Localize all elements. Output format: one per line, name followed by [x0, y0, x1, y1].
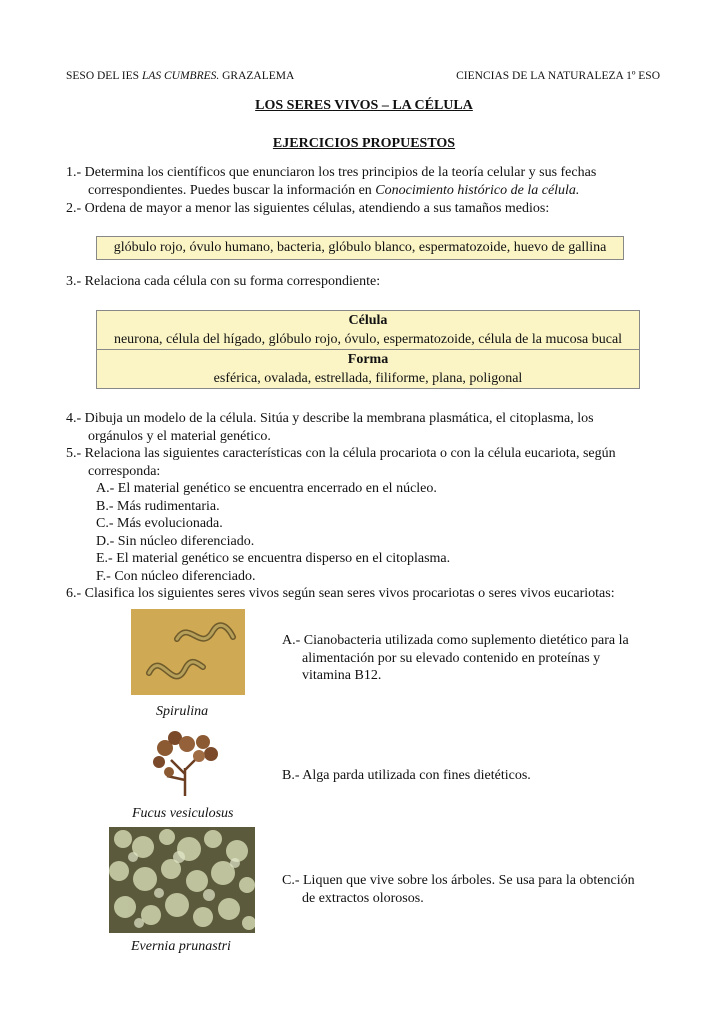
header-school: SESO DEL IES LAS CUMBRES. GRAZALEMA [66, 70, 295, 82]
list-item: E.- El material genético se encuentra disperso en el citoplasma. [96, 551, 451, 566]
form-header: Forma [97, 349, 639, 369]
fucus-caption: Fucus vesiculosus [132, 806, 234, 821]
list-item: A.- El material genético se encuentra encerrado en el núcleo. [96, 481, 437, 496]
question-2: 2.- Ordena de mayor a menor las siguientes células, atendiendo a sus tamaños medios: [66, 201, 550, 216]
header-subject: CIENCIAS DE LA NATURALEZA 1º ESO [456, 70, 660, 82]
list-item: C.- Más evolucionada. [96, 516, 223, 531]
list-item: F.- Con núcleo diferenciado. [96, 568, 256, 584]
question-5: 5.- Relaciona las siguientes características con la célula procariota o con la célula eucariota, según corresponda: [66, 446, 616, 479]
organism-b-description: B.- Alga parda utilizada con fines dietéticos. [282, 768, 531, 783]
list-item: B.- Más rudimentaria. [96, 498, 220, 514]
page-header [66, 70, 660, 82]
page-title: LOS SERES VIVOS – LA CÉLULA [255, 98, 473, 113]
question-4: 4.- Dibuja un modelo de la célula. Sitúa y describe la membrana plasmática, el citoplasma, los orgánulos y el material genético. [66, 411, 594, 444]
cell-form-table [96, 310, 640, 389]
question-6: 6.- Clasifica los siguientes seres vivos según sean seres vivos procariotas o seres vivos eucariotas: [66, 586, 615, 601]
organism-c-description: C.- Liquen que vive sobre los árboles. Se usa para la obtención de extractos olorosos. [282, 873, 635, 906]
form-list: esférica, ovalada, estrellada, filiforme, plana, poligonal [213, 371, 523, 386]
evernia-caption: Evernia prunastri [131, 939, 231, 954]
cell-list: neurona, célula del hígado, glóbulo rojo, óvulo, espermatozoide, célula de la mucosa bucal [113, 332, 623, 347]
organism-a-description: A.- Cianobacteria utilizada como suplemento dietético para la alimentación por su elevado contenido en proteínas y vitamina B12. [282, 633, 629, 683]
page-subtitle: EJERCICIOS PROPUESTOS [272, 136, 456, 151]
spirulina-caption: Spirulina [156, 704, 209, 719]
question-5-items [96, 480, 450, 585]
spirulina-image [131, 609, 245, 695]
question-3: 3.- Relaciona cada célula con su forma correspondiente: [66, 274, 381, 289]
evernia-image [109, 827, 255, 933]
cell-header: Célula [348, 313, 388, 328]
list-item: D.- Sin núcleo diferenciado. [96, 533, 255, 549]
cells-size-box: glóbulo rojo, óvulo humano, bacteria, glóbulo blanco, espermatozoide, huevo de gallina [96, 236, 624, 260]
fucus-image [145, 724, 225, 798]
question-1: 1.- Determina los científicos que enunciaron los tres principios de la teoría celular y sus fechas correspondientes. Puedes buscar la información en Conocimiento histórico de la célula. [66, 165, 597, 198]
